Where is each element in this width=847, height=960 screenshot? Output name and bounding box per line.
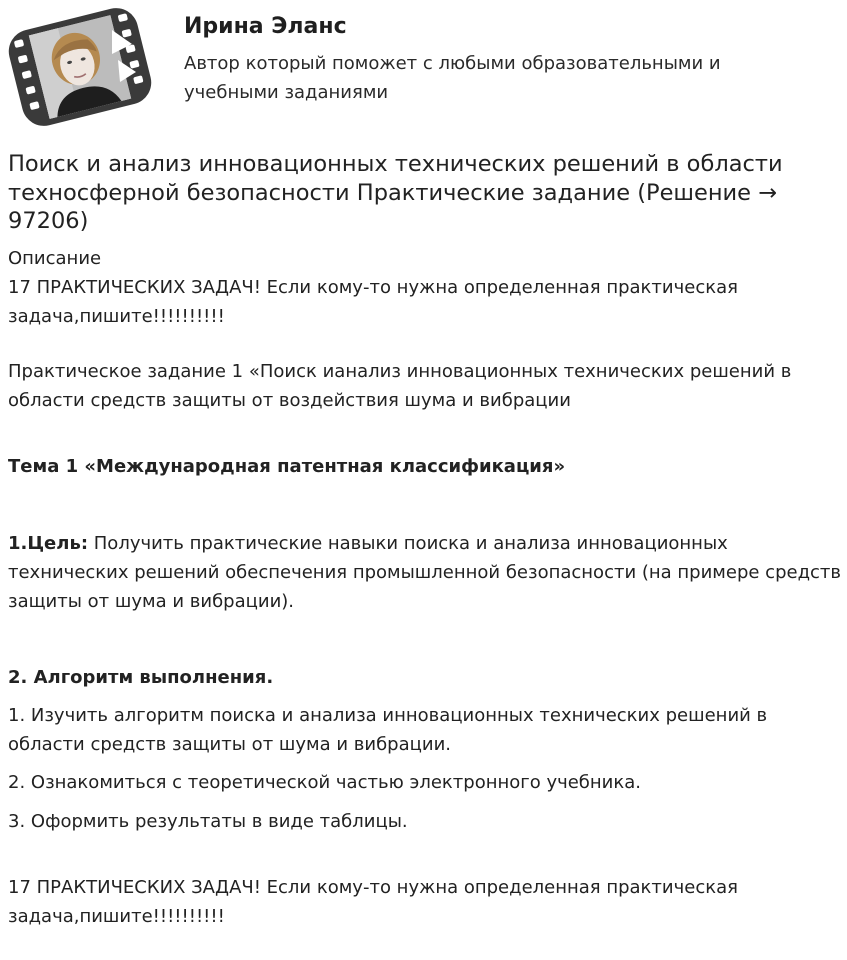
page-title: Поиск и анализ инновационных технических решений в области техносферной безопасности Практические задание (Решение → 97206) [8,151,783,234]
practical-task-text: Практическое задание 1 «Поиск ианализ инновационных технических решений в области средств защиты от воздействия шума и вибрации [8,361,792,411]
algorithm-heading: 2. Алгоритм выполнения. [8,667,274,688]
step-item: 3. Оформить результаты в виде таблицы. [8,811,408,832]
description-label: Описание [8,248,102,269]
author-avatar[interactable] [8,8,152,126]
goal-paragraph [8,529,843,616]
goal-text: Получить практические навыки поиска и анализа инновационных технических решений обеспечения промышленной безопасности (на примере средств защиты от шума и вибрации). [8,533,842,612]
step-item: 2. Ознакомиться с теоретической частью электронного учебника. [8,772,641,793]
intro-text: 17 ПРАКТИЧЕСКИХ ЗАДАЧ! Если кому-то нужна определенная практическая задача,пишите!!!!!!!!!! [8,277,738,327]
outro-text: 17 ПРАКТИЧЕСКИХ ЗАДАЧ! Если кому-то нужна определенная практическая задача,пишите!!!!!!!!!! [8,877,738,927]
work-description [8,244,843,931]
topic-heading: Тема 1 «Международная патентная классификация» [8,456,566,477]
goal-label: 1.Цель: [8,533,89,554]
author-description: Автор который поможет с любыми образовательными и учебными заданиями [184,53,721,103]
author-name[interactable]: Ирина Эланс [184,14,347,39]
step-item: 1. Изучить алгоритм поиска и анализа инновационных технических решений в области средств защиты от шума и вибрации. [8,705,768,755]
author-card [8,8,838,128]
